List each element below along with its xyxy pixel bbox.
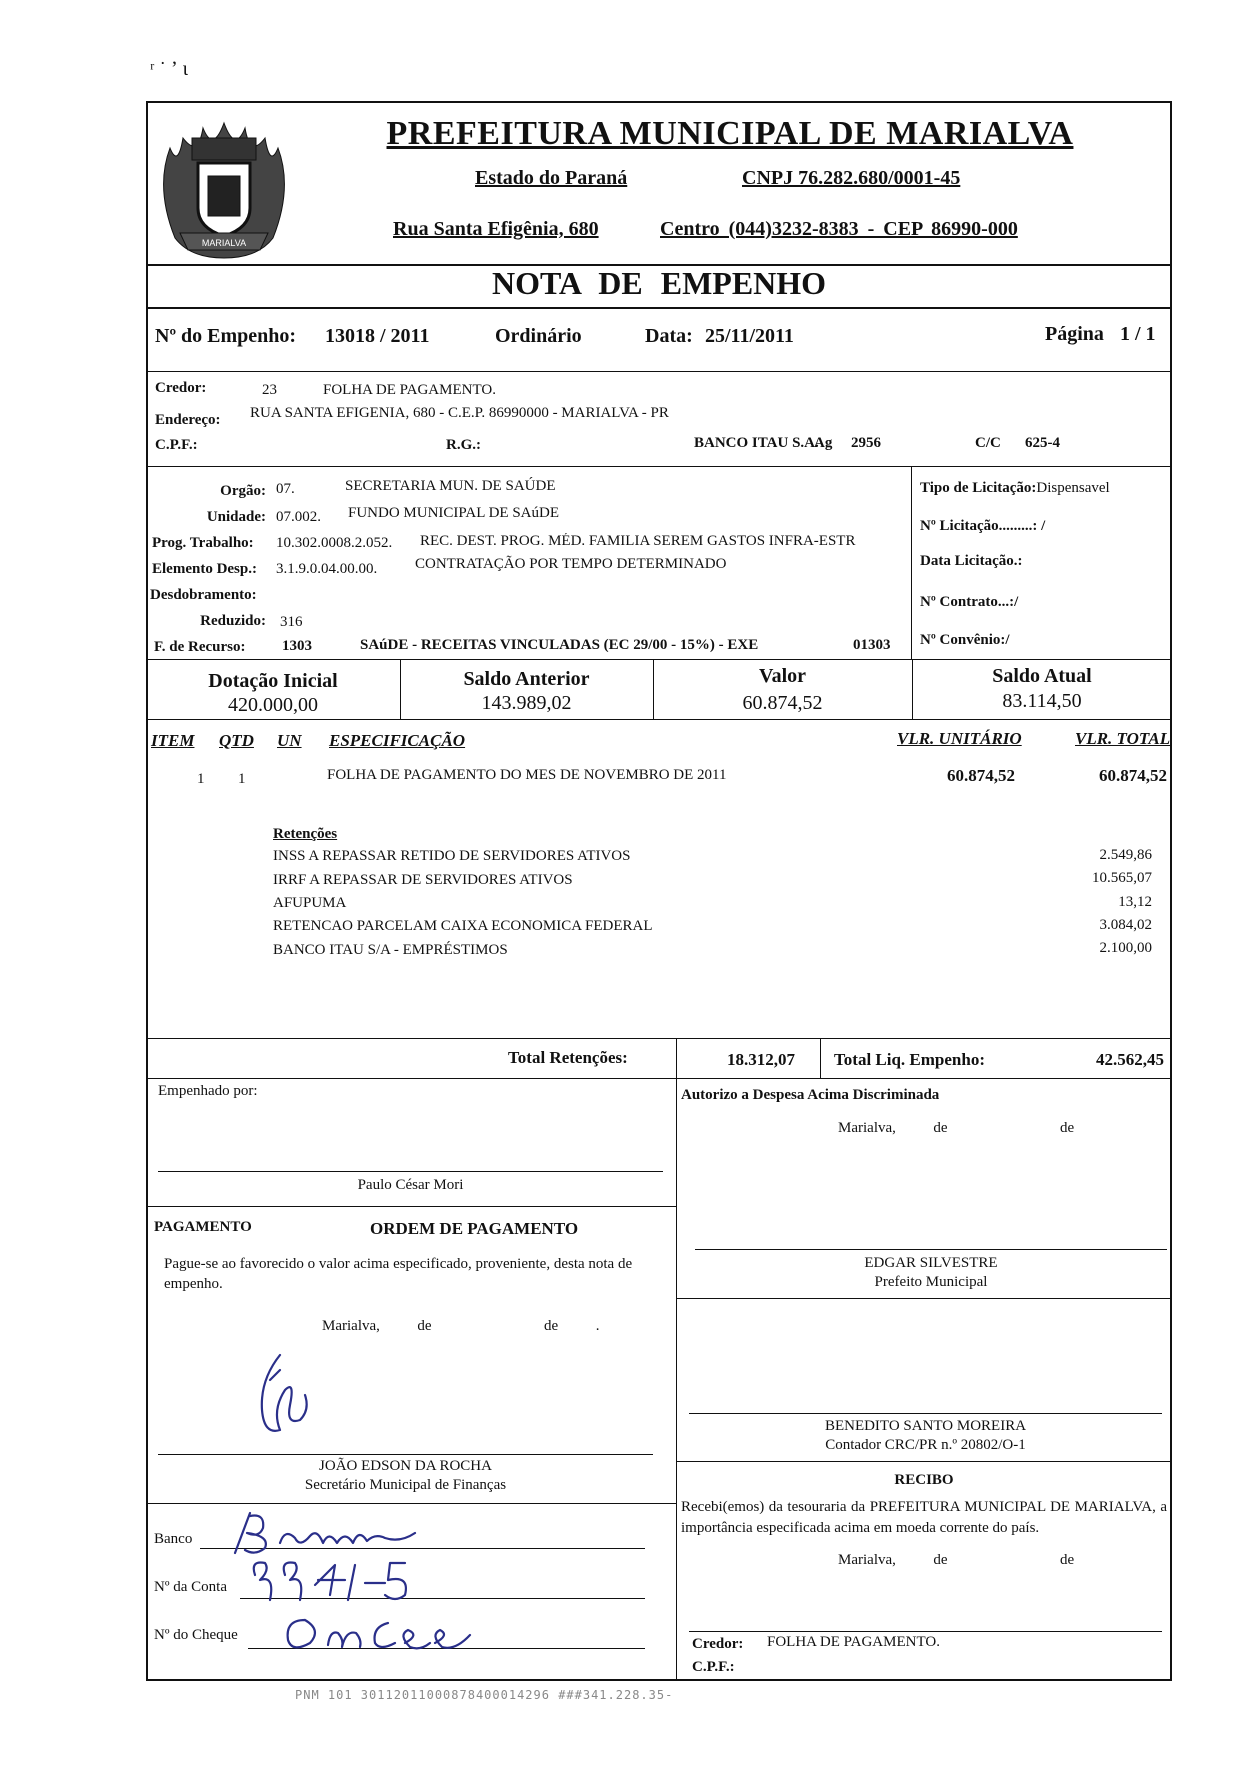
- district-phone-cep: Centro (044)3232-8383 - CEP 86990-000: [660, 218, 1018, 240]
- credor-address: RUA SANTA EFIGENIA, 680 - C.E.P. 86990000 - MARIALVA - PR: [250, 405, 669, 421]
- unidade-label: Unidade:: [206, 509, 266, 525]
- empenho-number: 13018 / 2011: [325, 325, 430, 347]
- retencao-desc: IRRF A REPASSAR DE SERVIDORES ATIVOS: [273, 872, 573, 888]
- conta-handwriting: [240, 1555, 440, 1605]
- recibo-city-date: Marialva, de de: [838, 1552, 1075, 1568]
- unidade-code: 07.002.: [276, 509, 321, 525]
- recurso-label: F. de Recurso:: [154, 639, 246, 655]
- ordem-city-date: Marialva, de de .: [322, 1318, 600, 1334]
- col-item: ITEM: [151, 731, 195, 750]
- divider: [146, 466, 1172, 467]
- orgao-code: 07.: [276, 481, 295, 497]
- retencao-desc: AFUPUMA: [273, 895, 347, 911]
- banco-label: Banco: [154, 1531, 193, 1547]
- balance-value: 420.000,00: [228, 694, 318, 716]
- prog-code: 10.302.0008.2.052.: [276, 535, 393, 551]
- col-unit-value: VLR. UNITÁRIO: [897, 729, 1022, 748]
- total-liquido-value: 42.562,45: [1096, 1050, 1164, 1069]
- prog-label: Prog. Trabalho:: [152, 535, 254, 551]
- col-un: UN: [277, 731, 302, 750]
- contador-role: Contador CRC/PR n.º 20802/O-1: [825, 1437, 1026, 1453]
- total-liquido-label: Total Liq. Empenho:: [834, 1050, 985, 1069]
- endereco-label: Endereço:: [155, 412, 221, 428]
- retencao-desc: RETENCAO PARCELAM CAIXA ECONOMICA FEDERAL: [273, 918, 653, 934]
- state-name: Estado do Paraná: [475, 167, 628, 189]
- total-retencoes-label: Total Retenções:: [508, 1048, 628, 1067]
- licitacao-date: Data Licitação.:: [920, 553, 1023, 569]
- empenho-type: Ordinário: [495, 325, 582, 347]
- prog-desc: REC. DEST. PROG. MÉD. FAMILIA SEREM GASTOS INFRA-ESTR: [420, 533, 856, 549]
- col-spec: ESPECIFICAÇÃO: [329, 731, 466, 750]
- balance-label: Dotação Inicial: [208, 670, 338, 692]
- elemento-label: Elemento Desp.:: [152, 561, 257, 577]
- balance-label: Saldo Atual: [992, 665, 1092, 687]
- retencoes-title: Retenções: [273, 826, 338, 842]
- balance-label: Saldo Anterior: [463, 668, 590, 690]
- signature-line: [689, 1413, 1162, 1414]
- street-address: Rua Santa Efigênia, 680: [393, 218, 599, 240]
- account-label: C/C: [975, 435, 1001, 451]
- convenio-number: Nº Convênio:/: [920, 632, 1010, 648]
- divider: [911, 466, 912, 659]
- orgao-label: Orgão:: [220, 483, 266, 499]
- signature-line: [695, 1249, 1167, 1250]
- contrato-number: Nº Contrato...:/: [920, 594, 1019, 610]
- signature-line: [689, 1631, 1162, 1632]
- item-spec: FOLHA DE PAGAMENTO DO MES DE NOVEMBRO DE 2011: [327, 767, 727, 783]
- total-retencoes-value: 18.312,07: [727, 1050, 795, 1069]
- retencao-value: 2.549,86: [1099, 847, 1152, 863]
- divider: [146, 1206, 676, 1207]
- empenhado-name: Paulo César Mori: [357, 1177, 464, 1193]
- item-qtd: 1: [238, 771, 246, 787]
- recibo-cpf-label: C.P.F.:: [692, 1659, 735, 1675]
- cheque-label: Nº do Cheque: [154, 1627, 238, 1643]
- reduzido-value: 316: [280, 614, 303, 630]
- item-unit-value: 60.874,52: [947, 766, 1015, 785]
- contador-name: BENEDITO SANTO MOREIRA: [824, 1418, 1027, 1434]
- cheque-handwriting: [280, 1605, 480, 1655]
- desdobramento-label: Desdobramento:: [150, 587, 257, 603]
- prefeito-role: Prefeito Municipal: [874, 1274, 988, 1290]
- divider: [146, 719, 1172, 720]
- autorizo-label: Autorizo a Despesa Acima Discriminada: [681, 1087, 940, 1103]
- date-label: Data:: [645, 325, 693, 347]
- divider: [676, 1461, 1172, 1462]
- svg-text:MARIALVA: MARIALVA: [201, 238, 247, 248]
- balance-value: 60.874,52: [742, 692, 823, 714]
- divider: [146, 1503, 676, 1504]
- coat-of-arms-icon: [150, 108, 298, 268]
- banco-handwriting: [225, 1508, 445, 1558]
- cnpj: CNPJ 76.282.680/0001-45: [742, 167, 961, 189]
- empenho-date: 25/11/2011: [705, 325, 794, 347]
- empenhado-label: Empenhado por:: [158, 1083, 258, 1099]
- signature-line: [158, 1454, 653, 1455]
- secretary-signature: [250, 1350, 340, 1450]
- divider: [820, 1038, 821, 1078]
- elemento-code: 3.1.9.0.04.00.00.: [276, 561, 378, 577]
- retencao-value: 10.565,07: [1092, 870, 1152, 886]
- retencao-desc: INSS A REPASSAR RETIDO DE SERVIDORES ATIVOS: [273, 848, 631, 864]
- divider: [146, 371, 1172, 372]
- signature-line: [158, 1171, 663, 1172]
- pagamento-label: PAGAMENTO: [154, 1219, 252, 1235]
- recurso-desc: SAúDE - RECEITAS VINCULADAS (EC 29/00 - 15%) - EXE: [360, 637, 759, 653]
- retencao-value: 13,12: [1118, 894, 1152, 910]
- bank-name: BANCO ITAU S.A.: [694, 435, 819, 451]
- licitacao-type: Tipo de Licitação:Dispensavel: [920, 480, 1110, 496]
- divider: [146, 659, 1172, 660]
- retencao-desc: BANCO ITAU S/A - EMPRÉSTIMOS: [273, 942, 508, 958]
- page-number: 1 / 1: [1120, 323, 1156, 345]
- recibo-credor-value: FOLHA DE PAGAMENTO.: [767, 1634, 940, 1650]
- retencao-value: 3.084,02: [1099, 917, 1152, 933]
- page-label: Página: [1045, 323, 1104, 345]
- orgao-desc: SECRETARIA MUN. DE SAÚDE: [345, 478, 556, 494]
- retencao-value: 2.100,00: [1099, 940, 1152, 956]
- autorizo-city-date: Marialva, de de: [838, 1120, 1075, 1136]
- col-total-value: VLR. TOTAL: [1075, 729, 1171, 748]
- ordem-pagamento-label: ORDEM DE PAGAMENTO: [370, 1219, 579, 1238]
- rg-label: R.G.:: [446, 437, 481, 453]
- recibo-text: Recebi(emos) da tesouraria da PREFEITURA MUNICIPAL DE MARIALVA, a importância especificada acima em moeda corrente do país.: [681, 1499, 1167, 1536]
- prefeito-name: EDGAR SILVESTRE: [864, 1255, 998, 1271]
- pague-text: Pague-se ao favorecido o valor acima especificado, proveniente, desta nota de empenho.: [164, 1256, 633, 1292]
- credor-code: 23: [262, 382, 277, 398]
- elemento-desc: CONTRATAÇÃO POR TEMPO DETERMINADO: [415, 556, 727, 572]
- recibo-title: RECIBO: [894, 1472, 954, 1488]
- barcode-text: PNM 101 30112011000878400014296 ###341.228.35-: [295, 1688, 674, 1702]
- item-number: 1: [197, 771, 205, 787]
- divider: [146, 307, 1172, 309]
- unidade-desc: FUNDO MUNICIPAL DE SAúDE: [348, 505, 559, 521]
- item-total-value: 60.874,52: [1099, 766, 1167, 785]
- recurso-code: 1303: [282, 638, 312, 654]
- secretario-role: Secretário Municipal de Finanças: [304, 1477, 507, 1493]
- divider: [676, 1038, 677, 1078]
- agency-number: 2956: [851, 435, 881, 451]
- scan-mark: ʳ ˙ ʼ ɩ: [150, 58, 189, 80]
- col-qtd: QTD: [219, 731, 254, 750]
- document-title: NOTA DE EMPENHO: [491, 265, 827, 301]
- recibo-credor-label: Credor:: [692, 1636, 744, 1652]
- conta-label: Nº da Conta: [154, 1579, 227, 1595]
- account-number: 625-4: [1025, 435, 1060, 451]
- cpf-label: C.P.F.:: [155, 437, 198, 453]
- divider: [146, 1038, 1172, 1039]
- divider: [676, 1078, 677, 1681]
- licitacao-number: Nº Licitação.........: /: [920, 518, 1046, 534]
- recurso-number: 01303: [853, 637, 891, 653]
- empenho-number-label: Nº do Empenho:: [155, 325, 297, 347]
- balance-value: 143.989,02: [481, 692, 572, 714]
- divider: [146, 1078, 1172, 1079]
- reduzido-label: Reduzido:: [200, 613, 266, 629]
- balance-label: Valor: [758, 665, 807, 687]
- municipality-title: PREFEITURA MUNICIPAL DE MARIALVA: [386, 115, 1074, 152]
- credor-name: FOLHA DE PAGAMENTO.: [323, 382, 496, 398]
- balance-value: 83.114,50: [1002, 690, 1082, 712]
- secretario-name: JOÃO EDSON DA ROCHA: [319, 1458, 492, 1474]
- credor-label: Credor:: [155, 380, 207, 396]
- agency-label: Ag: [814, 435, 833, 451]
- divider: [676, 1298, 1172, 1299]
